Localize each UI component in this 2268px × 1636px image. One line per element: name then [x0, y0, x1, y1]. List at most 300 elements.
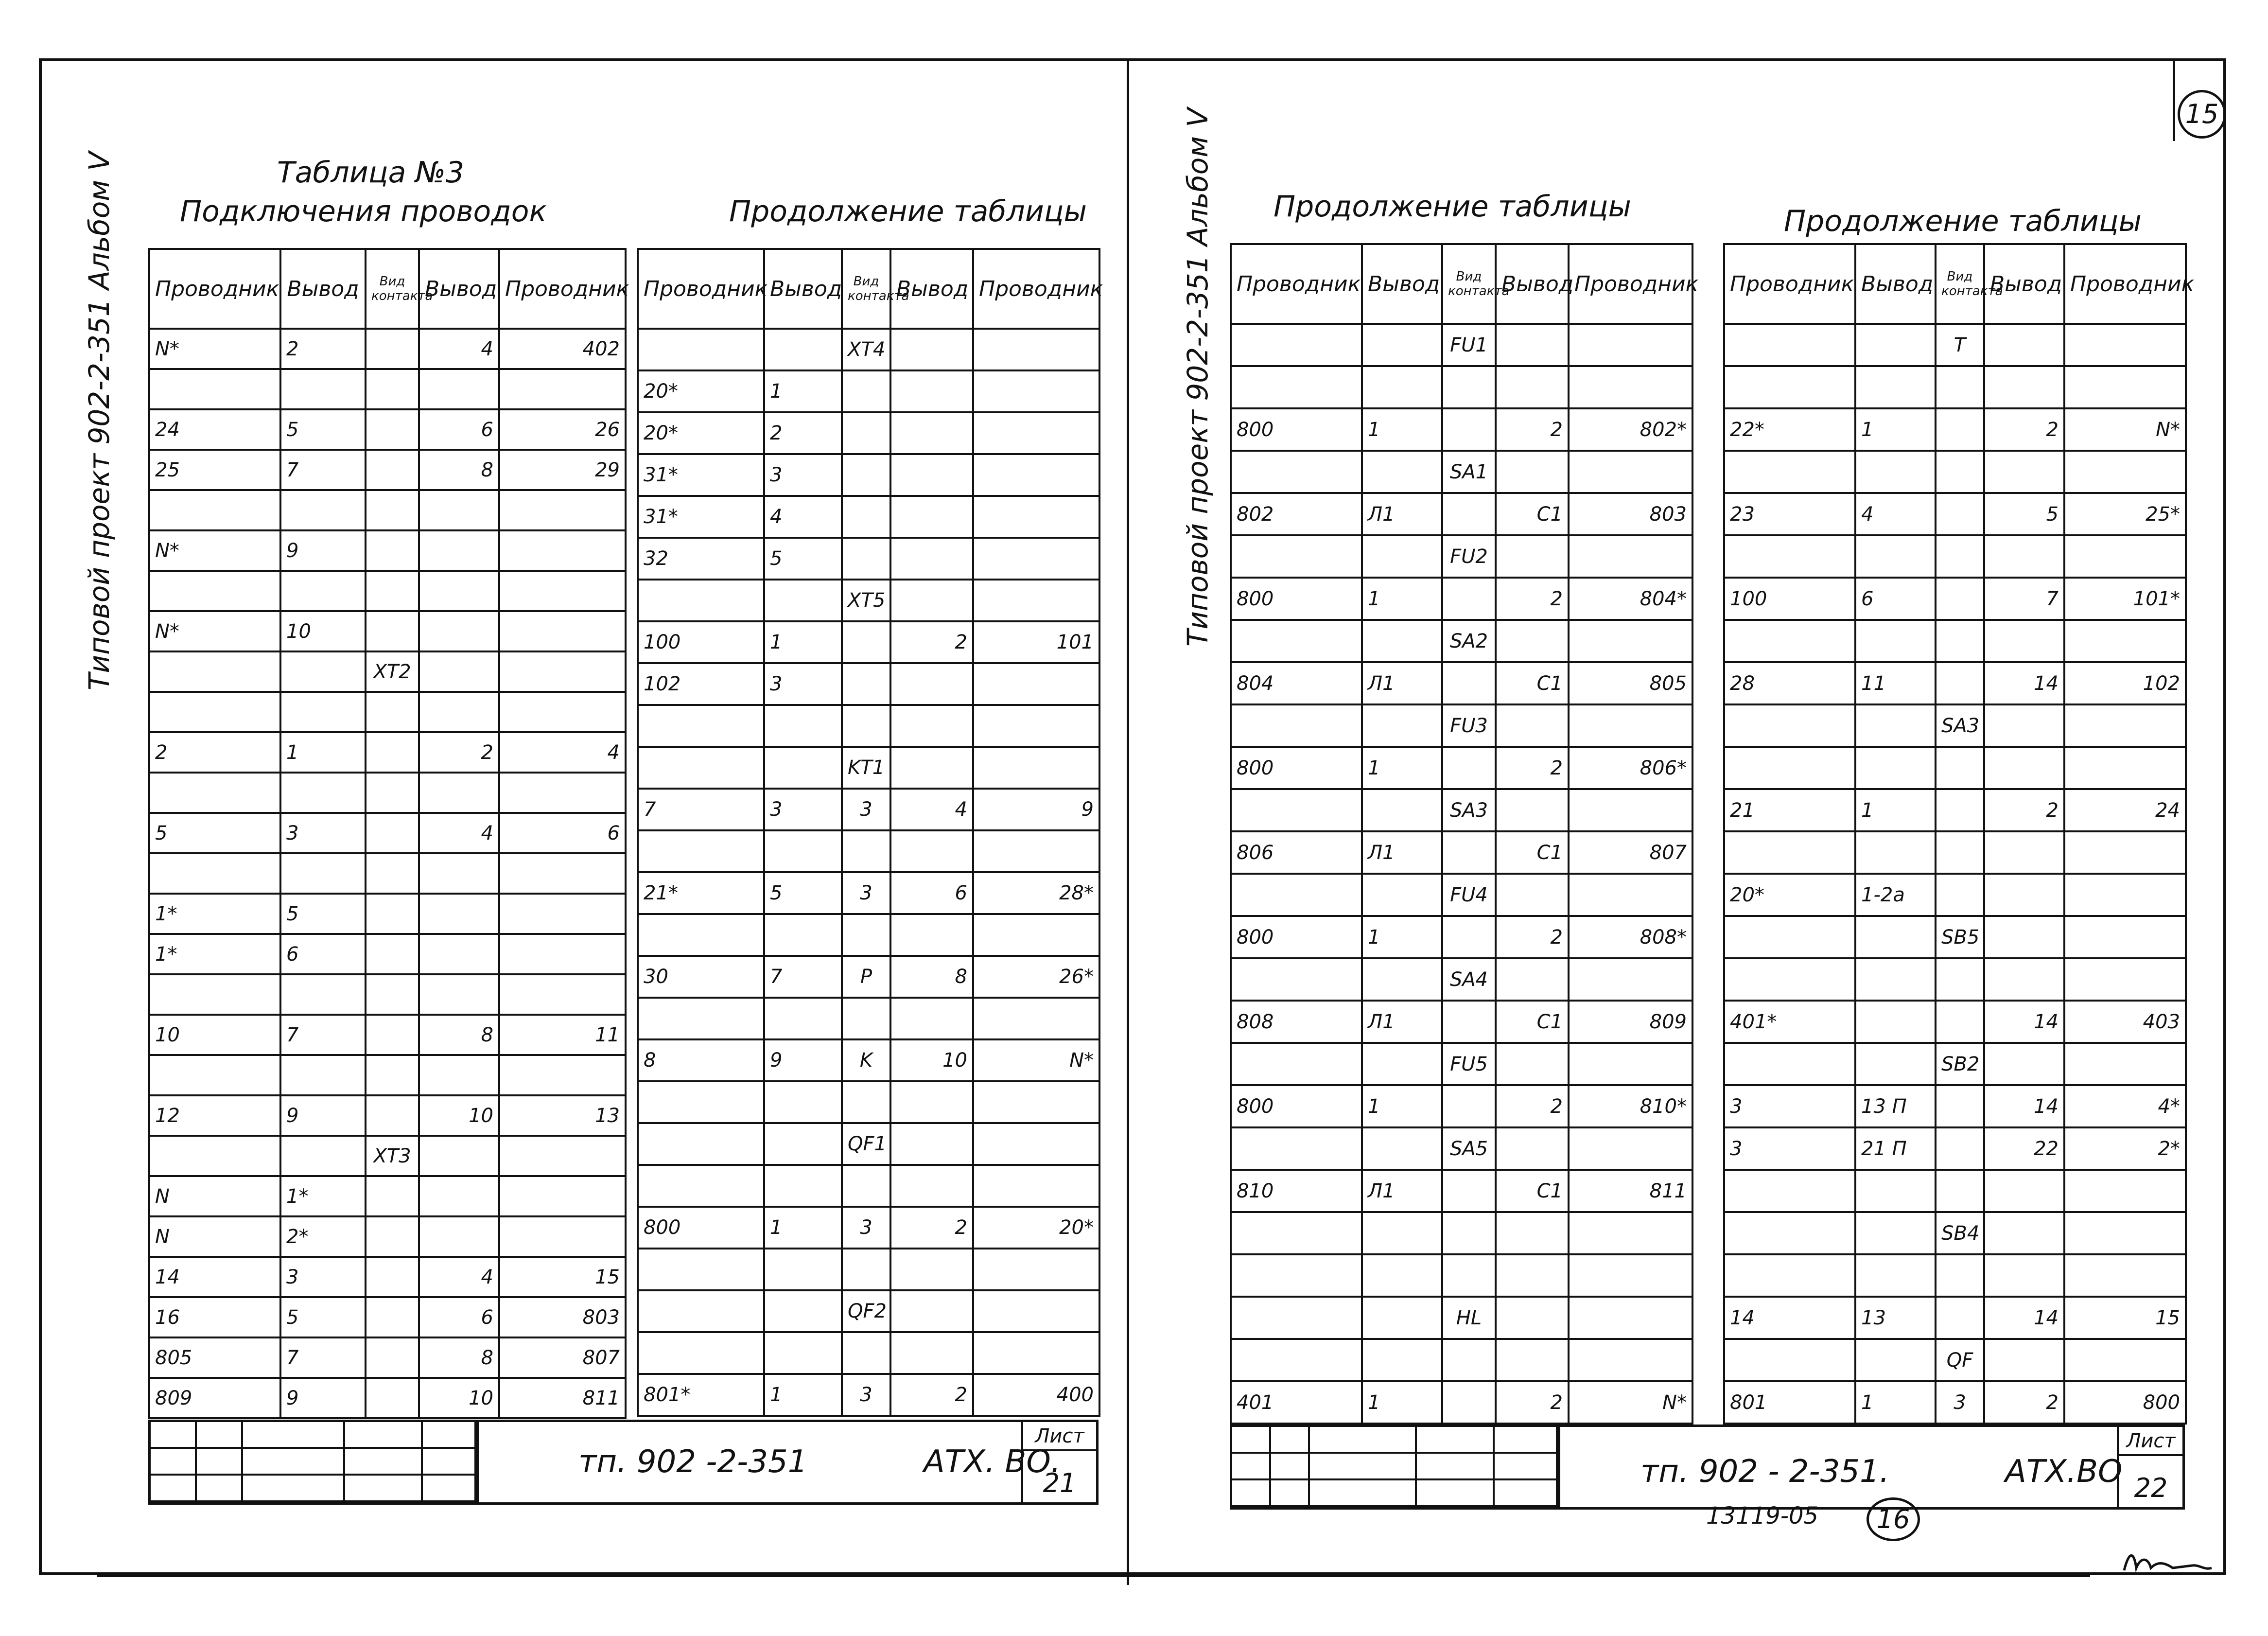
table-cell — [890, 705, 973, 747]
table-cell — [973, 580, 1099, 621]
table-cell: 9 — [280, 530, 366, 571]
table-cell — [638, 830, 764, 872]
table-cell — [842, 496, 890, 538]
table-cell — [1855, 620, 1936, 662]
table-cell — [1496, 620, 1569, 662]
table-cell: 4 — [1855, 493, 1936, 535]
table-cell — [1231, 958, 1362, 1001]
table-cell — [280, 369, 366, 409]
table-cell: 28 — [1724, 662, 1855, 704]
table-cell — [1362, 958, 1442, 1001]
table-cell: 401 — [1231, 1381, 1362, 1424]
table-cell — [764, 1332, 842, 1374]
table-row — [1231, 916, 1692, 958]
table-cell: 20* — [638, 412, 764, 454]
table-row — [1231, 958, 1692, 1001]
table-cell — [280, 1136, 366, 1176]
inventory-number: 13119-05 — [1706, 1502, 1819, 1530]
table-cell — [1724, 620, 1855, 662]
table-cell: 7 — [638, 789, 764, 830]
table-cell: 6 — [419, 1297, 499, 1337]
table-row — [1231, 1043, 1692, 1085]
table-cell — [973, 496, 1099, 538]
table-cell: 29 — [499, 450, 626, 490]
table-row — [1724, 704, 2186, 747]
table-cell: 1 — [1855, 1381, 1936, 1424]
column-header: Вид контакта — [1442, 244, 1496, 324]
table-cell — [1984, 535, 2064, 578]
table-cell — [973, 454, 1099, 496]
table-cell: 1* — [149, 894, 280, 934]
table-cell: 15 — [499, 1257, 626, 1297]
table-cell — [280, 773, 366, 813]
table-row — [1231, 1381, 1692, 1424]
table-cell: С1 — [1496, 493, 1569, 535]
column-header: Вид контакта — [842, 249, 890, 329]
table-row — [638, 705, 1099, 747]
table-cell: N* — [2064, 408, 2186, 451]
column-header: Проводник — [638, 249, 764, 329]
table-cell — [1569, 874, 1692, 916]
table-row — [1724, 831, 2186, 874]
table-row — [1231, 662, 1692, 704]
table-cell — [419, 571, 499, 611]
table-cell: 8 — [890, 956, 973, 998]
table-cell: 6 — [1855, 578, 1936, 620]
table-cell — [638, 914, 764, 956]
table-cell: 1 — [764, 621, 842, 663]
column-header: Проводник — [1724, 244, 1855, 324]
table-cell — [149, 974, 280, 1015]
table-cell: 13 — [499, 1095, 626, 1136]
page-number-circle: 15 — [2178, 90, 2226, 139]
left-stamp-code: тп. 902 -2-351 — [578, 1444, 808, 1480]
table-cell: 6 — [419, 409, 499, 450]
table-cell — [1569, 620, 1692, 662]
table-cell — [1569, 1127, 1692, 1170]
table-cell — [149, 651, 280, 692]
table-row — [1724, 1001, 2186, 1043]
table-row — [149, 1257, 626, 1297]
table-row — [149, 1297, 626, 1337]
table-row — [1724, 1381, 2186, 1424]
table-cell: 3 — [1724, 1127, 1855, 1170]
table-cell — [638, 1123, 764, 1165]
table-cell — [2064, 704, 2186, 747]
table-cell — [366, 1378, 419, 1418]
left-side-label: Типовой проект 902-2-351 Альбом V — [83, 151, 116, 690]
table-cell: QF1 — [842, 1123, 890, 1165]
table-cell: 14 — [149, 1257, 280, 1297]
table-cell: 14 — [1984, 1085, 2064, 1127]
table-cell — [1936, 1001, 1984, 1043]
table-cell — [1442, 493, 1496, 535]
table-cell: 22 — [1984, 1127, 2064, 1170]
table-cell — [2064, 620, 2186, 662]
column-header: Вывод — [764, 249, 842, 329]
table-cell — [366, 974, 419, 1015]
table-cell: 10 — [419, 1095, 499, 1136]
table-cell: 1 — [1362, 1085, 1442, 1127]
table-row — [1724, 366, 2186, 408]
bottom-cut-line — [97, 1575, 2090, 1577]
column-header: Проводник — [1569, 244, 1692, 324]
table-cell: 7 — [764, 956, 842, 998]
table-cell — [1936, 366, 1984, 408]
table-cell — [1442, 831, 1496, 874]
table-cell — [499, 974, 626, 1015]
table-cell — [1984, 874, 2064, 916]
table-row — [149, 732, 626, 773]
table-cell: FU3 — [1442, 704, 1496, 747]
table-cell — [419, 1136, 499, 1176]
table-cell — [1724, 747, 1855, 789]
table-cell: 16 — [149, 1297, 280, 1337]
table-cell — [149, 853, 280, 894]
table-cell — [1855, 1001, 1936, 1043]
table-cell — [366, 692, 419, 732]
table-cell: 1* — [149, 934, 280, 974]
table-cell — [1936, 958, 1984, 1001]
table-cell: N* — [1569, 1381, 1692, 1424]
table-row — [638, 1290, 1099, 1332]
table-row — [1724, 1297, 2186, 1339]
table-cell: 800 — [2064, 1381, 2186, 1424]
table-cell: 10 — [149, 1015, 280, 1055]
table-row — [638, 1374, 1099, 1416]
table-row — [149, 571, 626, 611]
table-cell — [366, 773, 419, 813]
table-cell — [2064, 1170, 2186, 1212]
table-cell: 5 — [149, 813, 280, 853]
column-header: Вывод — [1984, 244, 2064, 324]
table-cell: 808* — [1569, 916, 1692, 958]
table-cell — [842, 1081, 890, 1123]
table-row — [1724, 1127, 2186, 1170]
table-row — [638, 454, 1099, 496]
table-cell — [1496, 1043, 1569, 1085]
table-cell — [1442, 1381, 1496, 1424]
table-cell — [1855, 1043, 1936, 1085]
table-cell: 2 — [419, 732, 499, 773]
table-cell — [1984, 916, 2064, 958]
table-cell: 4 — [419, 1257, 499, 1297]
table-cell — [1362, 1339, 1442, 1381]
table-cell — [1855, 916, 1936, 958]
table-cell: 3 — [842, 872, 890, 914]
table-cell: 811 — [499, 1378, 626, 1418]
table-cell — [149, 1055, 280, 1095]
table-cell: 4 — [419, 329, 499, 369]
table-cell: 2* — [2064, 1127, 2186, 1170]
table-cell — [2064, 747, 2186, 789]
table-row — [638, 872, 1099, 914]
table-cell — [1362, 1254, 1442, 1297]
table-cell: 15 — [2064, 1297, 2186, 1339]
table-cell: Л1 — [1362, 1001, 1442, 1043]
table-cell — [1496, 958, 1569, 1001]
table-cell: 24 — [149, 409, 280, 450]
table-cell — [2064, 1254, 2186, 1297]
table-row — [1724, 874, 2186, 916]
table-cell: 803 — [499, 1297, 626, 1337]
table-cell: 26 — [499, 409, 626, 450]
table-cell: 3 — [280, 1257, 366, 1297]
table-cell: 14 — [1984, 1297, 2064, 1339]
table-row — [149, 773, 626, 813]
table-cell — [280, 651, 366, 692]
table-cell: FU1 — [1442, 324, 1496, 366]
table-cell — [499, 1176, 626, 1216]
table-cell — [2064, 366, 2186, 408]
table-cell — [499, 1136, 626, 1176]
table-row — [149, 1095, 626, 1136]
table-cell — [1936, 408, 1984, 451]
table-row — [149, 409, 626, 450]
table-cell: 20* — [973, 1207, 1099, 1249]
table-cell — [973, 1249, 1099, 1290]
table-cell — [1496, 451, 1569, 493]
table-row — [149, 651, 626, 692]
table-row — [149, 490, 626, 530]
table-cell — [419, 692, 499, 732]
table-cell: XT5 — [842, 580, 890, 621]
table-cell: 800 — [638, 1207, 764, 1249]
table-cell — [366, 1055, 419, 1095]
table-cell — [1936, 535, 1984, 578]
table-cell — [499, 853, 626, 894]
table-row — [638, 1039, 1099, 1081]
table-cell — [499, 611, 626, 651]
table-cell: 102 — [638, 663, 764, 705]
table-cell — [1362, 704, 1442, 747]
table-cell — [366, 894, 419, 934]
table-cell: N* — [973, 1039, 1099, 1081]
table-cell: 4 — [419, 813, 499, 853]
table-cell: 800 — [1231, 747, 1362, 789]
table-cell: QF2 — [842, 1290, 890, 1332]
table-row — [149, 1378, 626, 1418]
table-row — [1231, 535, 1692, 578]
column-header: Вывод — [1855, 244, 1936, 324]
table-row — [638, 580, 1099, 621]
table-cell — [1442, 1212, 1496, 1254]
table-cell — [973, 914, 1099, 956]
table-row — [149, 1176, 626, 1216]
table-cell: 801 — [1724, 1381, 1855, 1424]
table-cell — [499, 369, 626, 409]
table-cell: 804 — [1231, 662, 1362, 704]
table-row — [149, 692, 626, 732]
table-cell: 2 — [890, 1207, 973, 1249]
table-cell — [366, 409, 419, 450]
column-header: Проводник — [1231, 244, 1362, 324]
table-cell — [366, 1297, 419, 1337]
table-cell — [1496, 324, 1569, 366]
table-cell — [1936, 831, 1984, 874]
table-cell: SA3 — [1936, 704, 1984, 747]
table-cell: T — [1936, 324, 1984, 366]
table-cell — [2064, 535, 2186, 578]
table-row — [638, 621, 1099, 663]
table-cell: 806* — [1569, 747, 1692, 789]
table-cell — [973, 663, 1099, 705]
table-cell: 806 — [1231, 831, 1362, 874]
table-cell: Л1 — [1362, 493, 1442, 535]
table-cell — [1231, 451, 1362, 493]
table-cell — [1496, 1254, 1569, 1297]
table-cell — [280, 974, 366, 1015]
table-cell — [1724, 366, 1855, 408]
table-cell — [1936, 1254, 1984, 1297]
table-cell — [419, 773, 499, 813]
right-title-cont-b: Продолжение таблицы — [1784, 204, 2142, 238]
table-cell — [1362, 535, 1442, 578]
right-title-cont-a: Продолжение таблицы — [1274, 190, 1631, 224]
table-cell — [890, 1332, 973, 1374]
table-cell: 20* — [1724, 874, 1855, 916]
table-row — [1724, 1339, 2186, 1381]
table-cell — [973, 329, 1099, 370]
table-cell: 1 — [764, 1207, 842, 1249]
table-cell: 21 П — [1855, 1127, 1936, 1170]
column-header: Вывод — [419, 249, 499, 329]
table-cell: 4 — [764, 496, 842, 538]
table-cell: 13 — [1855, 1297, 1936, 1339]
table-cell: 803 — [1569, 493, 1692, 535]
table-cell — [280, 853, 366, 894]
table-cell — [1442, 408, 1496, 451]
table-cell — [1984, 324, 2064, 366]
table-row — [149, 813, 626, 853]
table-cell — [1724, 1339, 1855, 1381]
table-cell: XT4 — [842, 329, 890, 370]
table-cell — [1569, 1297, 1692, 1339]
table-cell: 10 — [890, 1039, 973, 1081]
table-row — [638, 496, 1099, 538]
table-cell — [973, 1123, 1099, 1165]
table-cell: 811 — [1569, 1170, 1692, 1212]
table-cell — [366, 1015, 419, 1055]
table-cell — [366, 853, 419, 894]
table-cell: 810 — [1231, 1170, 1362, 1212]
table-cell — [1855, 1254, 1936, 1297]
table-cell: С1 — [1496, 831, 1569, 874]
table-cell — [1724, 916, 1855, 958]
table-row — [638, 914, 1099, 956]
table-cell — [499, 651, 626, 692]
table-row — [1724, 662, 2186, 704]
left-table-continuation — [637, 248, 1103, 1417]
table-cell — [280, 571, 366, 611]
table-cell — [1569, 1043, 1692, 1085]
table-cell: 805 — [1569, 662, 1692, 704]
table-cell: 14 — [1724, 1297, 1855, 1339]
table-cell — [842, 830, 890, 872]
table-cell — [499, 773, 626, 813]
table-cell — [499, 490, 626, 530]
table-cell — [366, 329, 419, 369]
table-cell: 23 — [1724, 493, 1855, 535]
right-table-main — [1230, 243, 1699, 1425]
table-cell — [1496, 704, 1569, 747]
table-cell — [499, 530, 626, 571]
table-row — [638, 747, 1099, 789]
table-row — [638, 1332, 1099, 1374]
table-cell — [149, 490, 280, 530]
column-header: Вывод — [1496, 244, 1569, 324]
table-cell — [1442, 1001, 1496, 1043]
table-row — [1231, 1212, 1692, 1254]
table-cell: 2 — [149, 732, 280, 773]
table-cell — [1496, 1212, 1569, 1254]
table-row — [149, 853, 626, 894]
table-row — [1231, 1254, 1692, 1297]
table-cell: 10 — [419, 1378, 499, 1418]
table-cell — [2064, 831, 2186, 874]
table-cell: P — [842, 956, 890, 998]
table-cell — [890, 998, 973, 1039]
table-cell: Л1 — [1362, 831, 1442, 874]
table-cell — [1984, 831, 2064, 874]
table-cell: 11 — [1855, 662, 1936, 704]
table-cell: 1 — [1855, 789, 1936, 831]
table-cell — [842, 914, 890, 956]
table-cell — [366, 1095, 419, 1136]
table-cell — [1362, 620, 1442, 662]
table-cell — [1362, 451, 1442, 493]
table-row — [149, 329, 626, 369]
column-header: Проводник — [499, 249, 626, 329]
table-cell — [890, 412, 973, 454]
table-row — [1231, 451, 1692, 493]
table-cell — [973, 1332, 1099, 1374]
table-cell — [1984, 958, 2064, 1001]
table-cell — [2064, 916, 2186, 958]
table-cell: 10 — [280, 611, 366, 651]
table-row — [1231, 831, 1692, 874]
table-row — [149, 1216, 626, 1257]
table-cell: 401* — [1724, 1001, 1855, 1043]
table-cell — [2064, 1339, 2186, 1381]
table-cell: 14 — [1984, 1001, 2064, 1043]
right-sheet-label: Лист — [2119, 1430, 2182, 1456]
table-cell — [1936, 662, 1984, 704]
table-cell: 102 — [2064, 662, 2186, 704]
table-cell — [499, 692, 626, 732]
table-cell: 101 — [973, 621, 1099, 663]
table-cell: 100 — [638, 621, 764, 663]
table-cell: 32 — [638, 538, 764, 580]
table-cell: 2 — [1496, 1085, 1569, 1127]
table-cell — [1231, 366, 1362, 408]
right-sheet-number: 22 — [2134, 1473, 2168, 1503]
table-cell: 800 — [1231, 578, 1362, 620]
table-row — [638, 329, 1099, 370]
table-row — [1231, 366, 1692, 408]
table-cell — [1724, 704, 1855, 747]
table-row — [638, 1207, 1099, 1249]
table-row — [1724, 620, 2186, 662]
table-cell: SA5 — [1442, 1127, 1496, 1170]
table-cell — [1496, 1339, 1569, 1381]
table-cell: N* — [149, 329, 280, 369]
table-cell: С1 — [1496, 1170, 1569, 1212]
table-cell — [366, 571, 419, 611]
table-cell — [1442, 747, 1496, 789]
table-cell — [890, 914, 973, 956]
table-cell — [764, 329, 842, 370]
